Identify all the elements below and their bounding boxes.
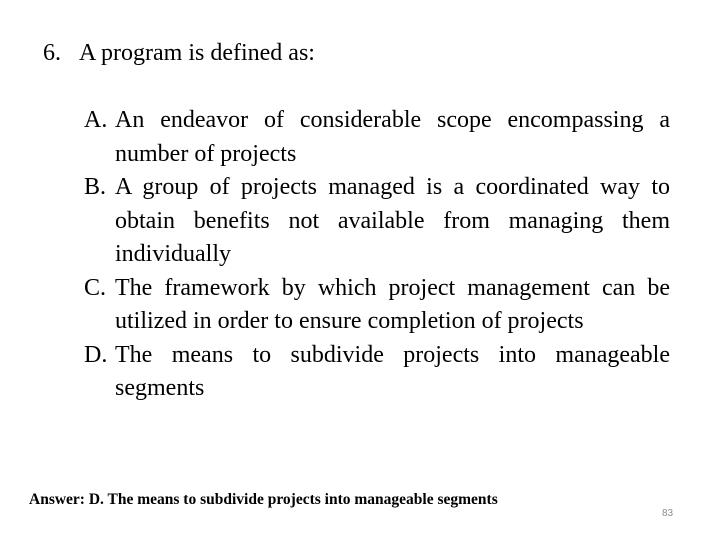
option-d xyxy=(84,339,670,406)
option-b xyxy=(84,171,670,272)
question xyxy=(43,37,315,69)
question-number: 6. xyxy=(43,40,61,66)
answer-line: Answer: D. The means to subdivide projects into manageable segments xyxy=(29,491,498,508)
question-text: A program is defined as: xyxy=(79,40,315,66)
option-c xyxy=(84,272,670,339)
option-letter: D. xyxy=(84,341,108,368)
option-letter: B. xyxy=(84,174,107,200)
option-text: A group of projects managed is a coordinated way to obtain benefits not available from managing them individually xyxy=(115,174,670,267)
option-letter: C. xyxy=(84,274,107,301)
option-text: An endeavor of considerable scope encompassing a number of projects xyxy=(115,107,670,167)
answer-options xyxy=(84,104,670,406)
page-number: 83 xyxy=(662,508,674,519)
option-letter: A. xyxy=(84,107,108,133)
option-a xyxy=(84,104,670,171)
option-text: The framework by which project management can be utilized in order to ensure completion of projects xyxy=(115,274,670,334)
option-text: The means to subdivide projects into manageable segments xyxy=(115,341,670,401)
